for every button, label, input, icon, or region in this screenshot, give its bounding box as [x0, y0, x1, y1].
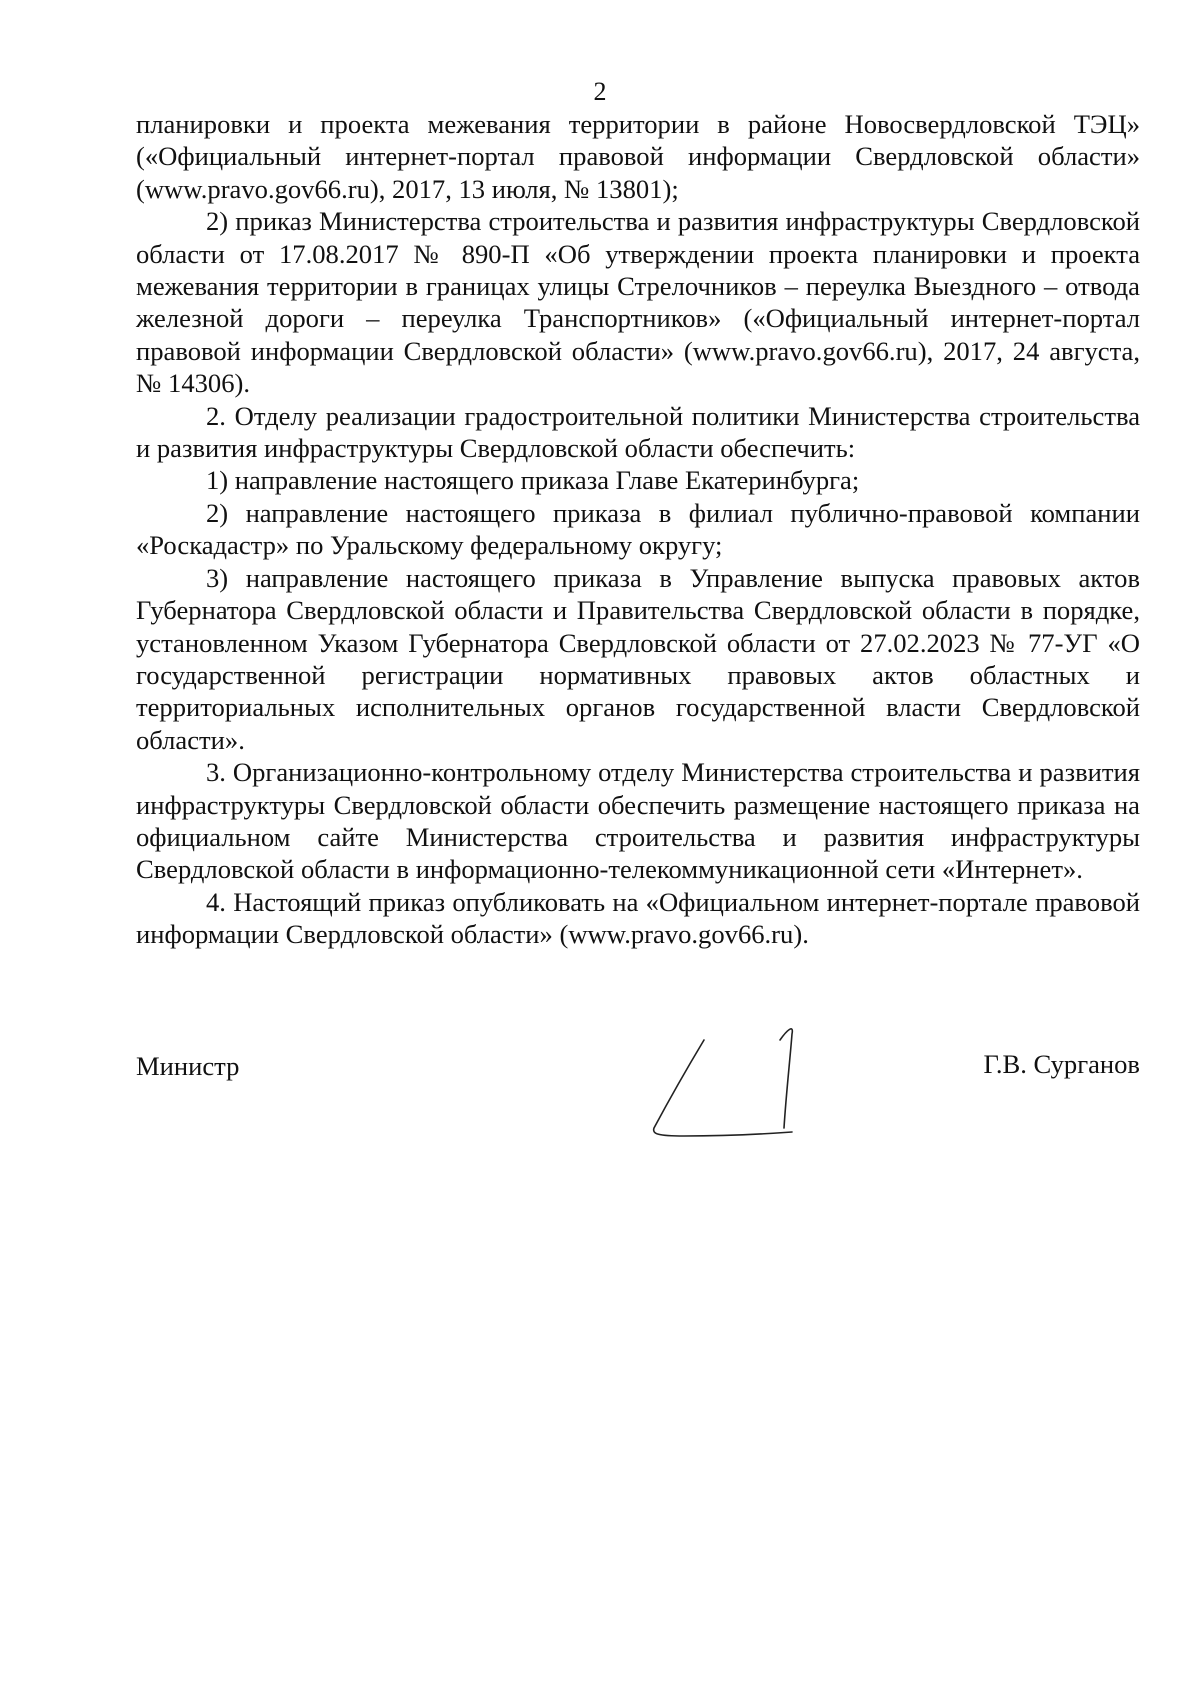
paragraph: 2) направление настоящего приказа в филиал публично-правовой компании «Роскадастр» по Уральскому федеральному округу; — [136, 497, 1140, 561]
signatory-position: Министр — [136, 1051, 240, 1081]
paragraph: 2. Отделу реализации градостроительной политики Министерства строительства и развития инфраструктуры Свердловской области обеспечить: — [136, 400, 1140, 464]
document-body — [136, 108, 1140, 951]
signatory-name: Г.В. Сурганов — [983, 1049, 1140, 1079]
paragraph: 3. Организационно-контрольному отделу Министерства строительства и развития инфраструктуры Свердловской области обеспечить размещение настоящего приказа на официальном сайте Министерства строительства и развития инфраструктуры Свердловской области в информационно-телекоммуникационной сети «Интернет». — [136, 757, 1140, 885]
page-number: 2 — [593, 77, 607, 106]
signature-block — [136, 1020, 1140, 1150]
paragraph: планировки и проекта межевания территории в районе Новосвердловской ТЭЦ» («Официальный интернет-портал правовой информации Свердловской области» (www.pravo.gov66.ru), 2017, 13 июля, № 13801); — [136, 109, 1140, 204]
paragraph: 2) приказ Министерства строительства и развития инфраструктуры Свердловской области от 17.08.2017 № 890-П «Об утверждении проекта планировки и проекта межевания территории в границах улицы Стрелочников – переулка Выездного – отвода железной дороги – переулка Транспортников» («Официальный интернет-портал правовой информации Свердловской области» (www.pravo.gov66.ru), 2017, 24 августа, № 14306). — [136, 206, 1140, 399]
paragraph: 4. Настоящий приказ опубликовать на «Официальном интернет-портале правовой информации Свердловской области» (www.pravo.gov66.ru). — [136, 886, 1140, 950]
paragraph: 3) направление настоящего приказа в Управление выпуска правовых актов Губернатора Свердловской области и Правительства Свердловской области в порядке, установленном Указом Губернатора Свердловской области от 27.02.2023 № 77-УГ «О государственной регистрации нормативных правовых актов областных и территориальных исполнительных органов государственной власти Свердловской области». — [136, 562, 1140, 755]
paragraph: 1) направление настоящего приказа Главе Екатеринбурга; — [206, 465, 860, 496]
handwritten-signature — [644, 1020, 804, 1150]
